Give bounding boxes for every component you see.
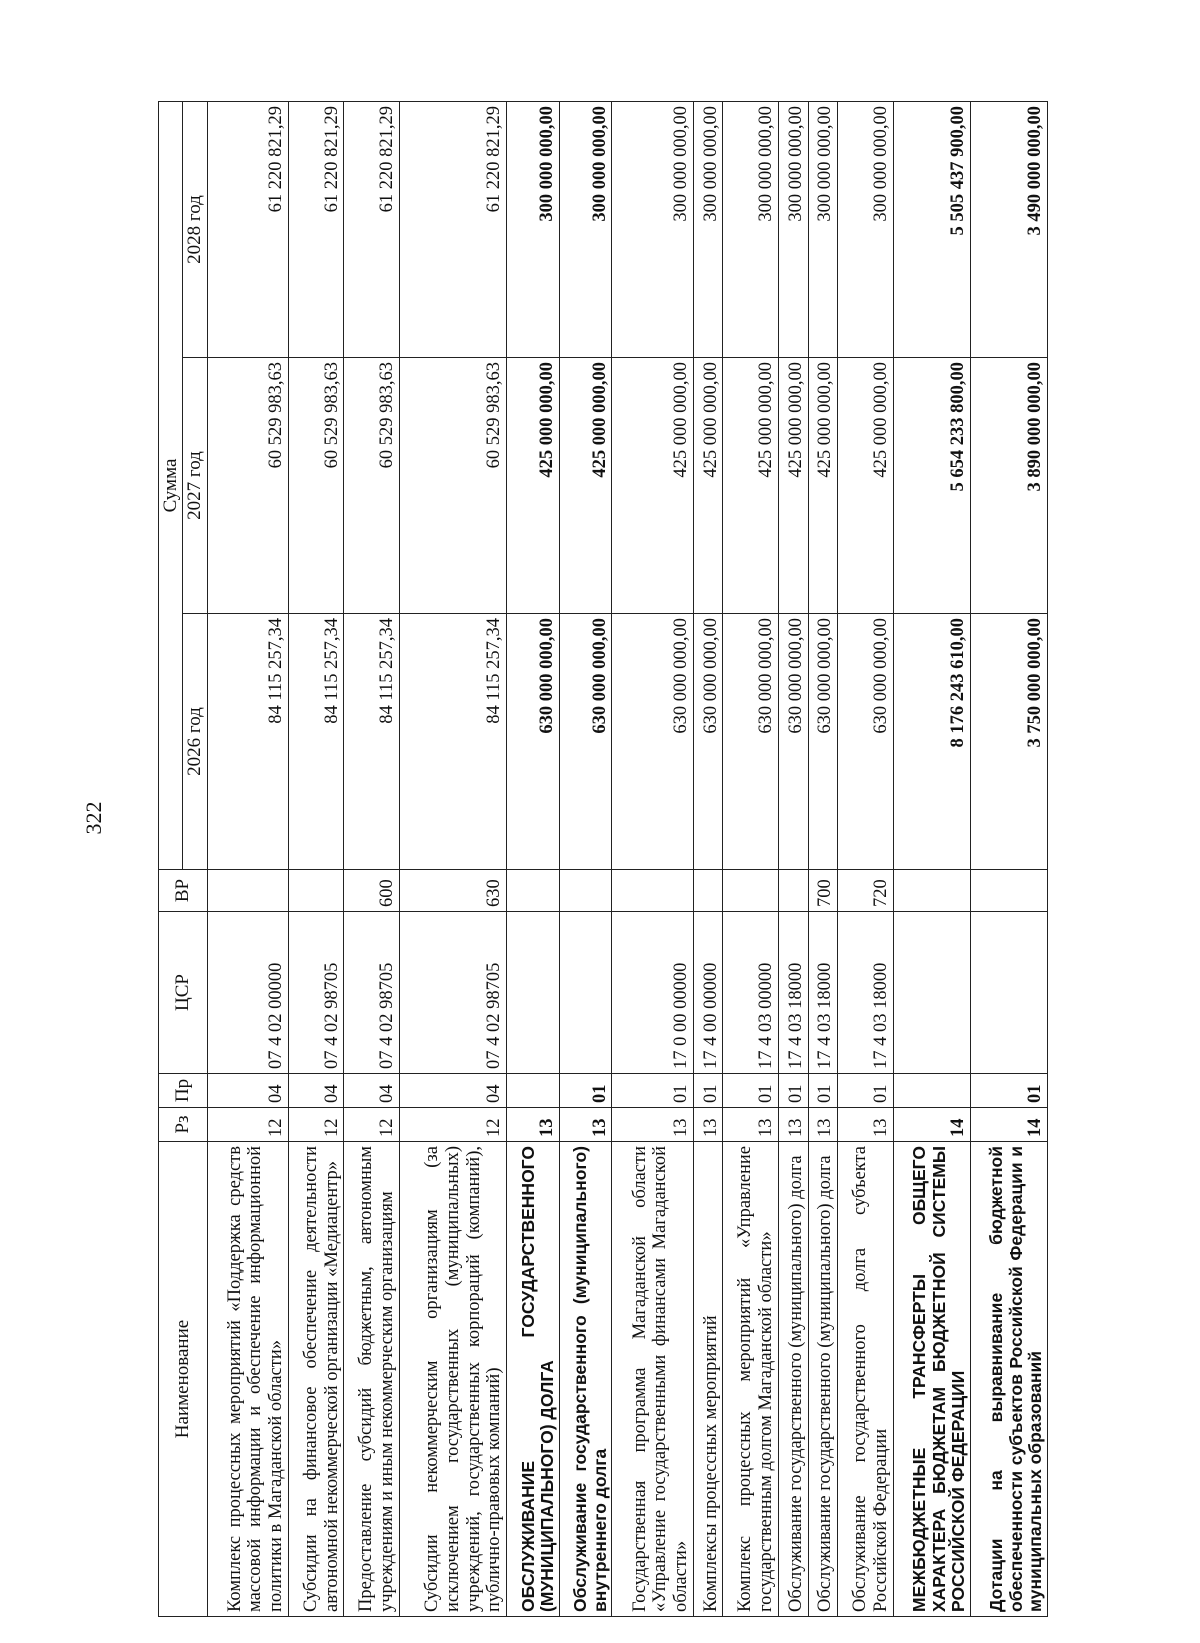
row-sum-2027: 425 000 000,00 <box>693 358 723 614</box>
row-sum-2028: 300 000 000,00 <box>612 102 693 358</box>
header-2027: 2027 год <box>183 358 207 614</box>
header-2026: 2026 год <box>183 614 207 870</box>
table-row <box>723 102 778 1617</box>
table-row <box>559 102 612 1617</box>
row-name: Субсидии некоммерческим организациям (за исключением государственных (муниципальных) учреждений, государственных корпораций (компаний), публично-правовых компаний) <box>399 1142 506 1617</box>
row-name: Обслуживание государственного (муниципального) долга <box>778 1142 808 1617</box>
row-name: Субсидии на финансовое обеспечение деятельности автономной некоммерческой организации «Медиацентр» <box>288 1142 343 1617</box>
row-sum-2026: 630 000 000,00 <box>838 614 893 870</box>
budget-table <box>158 101 1048 1617</box>
row-pr <box>507 1074 560 1108</box>
budget-table-body <box>207 102 1047 1617</box>
row-sum-2027: 60 529 983,63 <box>207 358 288 614</box>
header-sum: Сумма <box>159 102 183 870</box>
row-sum-2027: 425 000 000,00 <box>559 358 612 614</box>
row-rz: 13 <box>723 1108 778 1142</box>
row-sum-2028: 300 000 000,00 <box>507 102 560 358</box>
row-name: ОБСЛУЖИВАНИЕ ГОСУДАРСТВЕННОГО (МУНИЦИПАЛЬНОГО) ДОЛГА <box>507 1142 560 1617</box>
row-sum-2026: 84 115 257,34 <box>288 614 343 870</box>
row-csr: 17 4 03 18000 <box>808 912 838 1074</box>
row-rz: 13 <box>838 1108 893 1142</box>
row-pr: 04 <box>207 1074 288 1108</box>
header-row-top <box>159 102 183 1617</box>
row-sum-2028: 300 000 000,00 <box>778 102 808 358</box>
row-csr <box>970 912 1047 1074</box>
row-name: Дотации на выравнивание бюджетной обеспеченности субъектов Российской Федерации и муниципальных образований <box>970 1142 1047 1617</box>
row-vr <box>893 870 970 912</box>
row-sum-2027: 5 654 233 800,00 <box>893 358 970 614</box>
row-sum-2026: 630 000 000,00 <box>778 614 808 870</box>
row-rz: 12 <box>207 1108 288 1142</box>
table-row <box>344 102 399 1617</box>
row-sum-2028: 61 220 821,29 <box>288 102 343 358</box>
row-csr: 07 4 02 00000 <box>207 912 288 1074</box>
row-sum-2028: 300 000 000,00 <box>559 102 612 358</box>
row-sum-2028: 300 000 000,00 <box>693 102 723 358</box>
table-row <box>507 102 560 1617</box>
row-csr: 17 4 03 00000 <box>723 912 778 1074</box>
row-sum-2028: 61 220 821,29 <box>207 102 288 358</box>
row-sum-2028: 300 000 000,00 <box>723 102 778 358</box>
row-rz: 14 <box>893 1108 970 1142</box>
rotated-page-content <box>158 102 1048 1617</box>
page-number: 322 <box>81 801 106 835</box>
header-name: Наименование <box>159 1142 208 1617</box>
row-name: Комплексы процессных мероприятий <box>693 1142 723 1617</box>
row-pr: 01 <box>723 1074 778 1108</box>
row-sum-2027: 60 529 983,63 <box>399 358 506 614</box>
row-pr: 01 <box>808 1074 838 1108</box>
row-rz: 13 <box>559 1108 612 1142</box>
header-2028: 2028 год <box>183 102 207 358</box>
row-sum-2026: 3 750 000 000,00 <box>970 614 1047 870</box>
row-sum-2027: 425 000 000,00 <box>808 358 838 614</box>
row-sum-2027: 425 000 000,00 <box>612 358 693 614</box>
header-rz: Рз <box>159 1108 208 1142</box>
row-sum-2027: 3 890 000 000,00 <box>970 358 1047 614</box>
table-row <box>778 102 808 1617</box>
row-sum-2026: 84 115 257,34 <box>344 614 399 870</box>
row-sum-2026: 84 115 257,34 <box>207 614 288 870</box>
row-sum-2027: 60 529 983,63 <box>288 358 343 614</box>
row-vr <box>559 870 612 912</box>
row-vr <box>970 870 1047 912</box>
row-name: Предоставление субсидий бюджетным, автономным учреждениям и иным некоммерческим организациям <box>344 1142 399 1617</box>
row-rz: 12 <box>288 1108 343 1142</box>
row-sum-2026: 630 000 000,00 <box>693 614 723 870</box>
row-pr <box>893 1074 970 1108</box>
table-row <box>693 102 723 1617</box>
row-rz: 13 <box>778 1108 808 1142</box>
row-sum-2027: 60 529 983,63 <box>344 358 399 614</box>
row-name: Обслуживание государственного долга субъекта Российской Федерации <box>838 1142 893 1617</box>
row-csr <box>559 912 612 1074</box>
table-row <box>893 102 970 1617</box>
row-sum-2026: 630 000 000,00 <box>808 614 838 870</box>
row-vr: 600 <box>344 870 399 912</box>
row-csr <box>507 912 560 1074</box>
row-vr <box>778 870 808 912</box>
row-sum-2026: 8 176 243 610,00 <box>893 614 970 870</box>
row-vr: 630 <box>399 870 506 912</box>
row-pr: 01 <box>970 1074 1047 1108</box>
row-rz: 12 <box>399 1108 506 1142</box>
table-row <box>838 102 893 1617</box>
row-pr: 01 <box>559 1074 612 1108</box>
row-pr: 01 <box>778 1074 808 1108</box>
row-csr: 17 4 03 18000 <box>778 912 808 1074</box>
header-csr: ЦСР <box>159 912 208 1074</box>
row-pr: 04 <box>288 1074 343 1108</box>
row-rz: 14 <box>970 1108 1047 1142</box>
row-vr <box>612 870 693 912</box>
row-sum-2028: 61 220 821,29 <box>399 102 506 358</box>
table-row <box>399 102 506 1617</box>
table-row <box>970 102 1047 1617</box>
row-csr: 07 4 02 98705 <box>288 912 343 1074</box>
header-pr: Пр <box>159 1074 208 1108</box>
row-sum-2026: 630 000 000,00 <box>559 614 612 870</box>
row-vr <box>723 870 778 912</box>
row-csr <box>893 912 970 1074</box>
row-sum-2027: 425 000 000,00 <box>838 358 893 614</box>
row-pr: 01 <box>612 1074 693 1108</box>
table-row <box>288 102 343 1617</box>
row-vr: 720 <box>838 870 893 912</box>
row-vr <box>693 870 723 912</box>
row-sum-2028: 300 000 000,00 <box>808 102 838 358</box>
row-sum-2026: 630 000 000,00 <box>612 614 693 870</box>
row-rz: 13 <box>808 1108 838 1142</box>
row-csr: 07 4 02 98705 <box>399 912 506 1074</box>
row-sum-2028: 300 000 000,00 <box>838 102 893 358</box>
row-pr: 01 <box>838 1074 893 1108</box>
row-rz: 13 <box>612 1108 693 1142</box>
row-sum-2027: 425 000 000,00 <box>507 358 560 614</box>
row-vr <box>207 870 288 912</box>
row-sum-2028: 5 505 437 900,00 <box>893 102 970 358</box>
row-pr: 04 <box>344 1074 399 1108</box>
row-rz: 12 <box>344 1108 399 1142</box>
row-pr: 01 <box>693 1074 723 1108</box>
row-sum-2026: 630 000 000,00 <box>723 614 778 870</box>
row-csr: 17 0 00 00000 <box>612 912 693 1074</box>
row-name: Комплекс процессных мероприятий «Поддержка средств массовой информации и обеспечение информационной политики в Магаданской области» <box>207 1142 288 1617</box>
table-row <box>612 102 693 1617</box>
table-row <box>207 102 288 1617</box>
row-csr: 07 4 02 98705 <box>344 912 399 1074</box>
row-csr: 17 4 03 18000 <box>838 912 893 1074</box>
row-sum-2026: 84 115 257,34 <box>399 614 506 870</box>
row-name: Государственная программа Магаданской области «Управление государственными финансами Магаданской области» <box>612 1142 693 1617</box>
row-name: Обслуживание государственного (муниципального) долга <box>808 1142 838 1617</box>
row-name: Обслуживание государственного (муниципального) внутреннего долга <box>559 1142 612 1617</box>
row-rz: 13 <box>693 1108 723 1142</box>
row-vr: 700 <box>808 870 838 912</box>
table-row <box>808 102 838 1617</box>
row-name: МЕЖБЮДЖЕТНЫЕ ТРАНСФЕРТЫ ОБЩЕГО ХАРАКТЕРА БЮДЖЕТАМ БЮДЖЕТНОЙ СИСТЕМЫ РОССИЙСКОЙ ФЕДЕРАЦИИ <box>893 1142 970 1617</box>
row-vr <box>288 870 343 912</box>
row-rz: 13 <box>507 1108 560 1142</box>
row-sum-2027: 425 000 000,00 <box>723 358 778 614</box>
row-name: Комплекс процессных мероприятий «Управление государственным долгом Магаданской области» <box>723 1142 778 1617</box>
row-sum-2027: 425 000 000,00 <box>778 358 808 614</box>
row-vr <box>507 870 560 912</box>
row-sum-2026: 630 000 000,00 <box>507 614 560 870</box>
row-sum-2028: 3 490 000 000,00 <box>970 102 1047 358</box>
row-pr: 04 <box>399 1074 506 1108</box>
row-sum-2028: 61 220 821,29 <box>344 102 399 358</box>
header-vr: ВР <box>159 870 208 912</box>
row-csr: 17 4 00 00000 <box>693 912 723 1074</box>
